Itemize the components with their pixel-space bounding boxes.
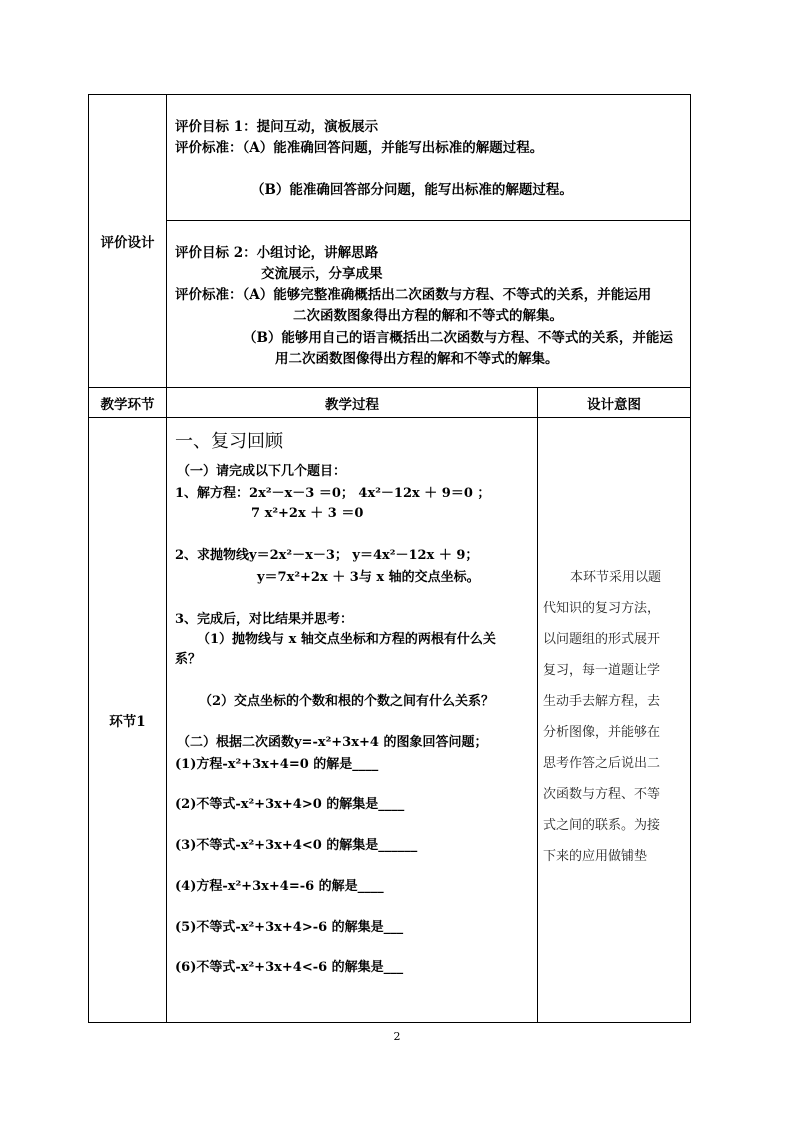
intent-line: 本环节采用以题	[570, 570, 662, 585]
header-design-intent: 设计意图	[538, 388, 691, 418]
question-3: 3、完成后，对比结果并思考：	[175, 612, 354, 627]
question-3-1-cont: 系？	[175, 652, 202, 667]
sub-question-2: (2)不等式-x²+3x+4>0 的解集是____	[175, 797, 405, 812]
sub-question-1: (1)方程-x²+3x+4=0 的解是____	[175, 757, 379, 772]
eval-standard-2a-line1: 评价标准：（A）能够完整准确概括出二次函数与方程、不等式的关系，并能运用	[175, 287, 652, 303]
part-1-heading: （一）请完成以下几个题目：	[177, 464, 347, 479]
question-3-2: （2）交点坐标的个数和根的个数之间有什么关系？	[199, 694, 495, 709]
sub-question-5: (5)不等式-x²+3x+4>-6 的解集是___	[175, 920, 404, 935]
intent-line: 式之间的联系。为接	[543, 818, 661, 833]
sub-question-4: (4)方程-x²+3x+4=-6 的解是____	[175, 879, 384, 894]
header-teaching-stage: 教学环节	[89, 388, 167, 418]
intent-line: 生动手去解方程，去	[543, 694, 661, 709]
intent-line: 分析图像，并能够在	[543, 725, 661, 740]
question-1-cont: 7 x²+2x ＋ 3 ＝0	[251, 506, 364, 521]
eval-block-1	[167, 95, 691, 221]
review-heading: 一、复习回顾	[175, 431, 283, 452]
sub-question-6: (6)不等式-x²+3x+4<-6 的解集是___	[175, 960, 404, 975]
question-3-1: （1）抛物线与 x 轴交点坐标和方程的两根有什么关	[197, 632, 496, 647]
intent-line: 下来的应用做铺垫	[543, 849, 648, 864]
lesson-plan-table	[88, 94, 691, 1023]
intent-line: 以问题组的形式展开	[543, 632, 661, 647]
question-1: 1、解方程：2x²－x－3 ＝0； 4x²－12x ＋ 9＝0 ；	[175, 486, 491, 501]
intent-line: 复习，每一道题让学	[543, 663, 661, 678]
page-number: 2	[393, 1030, 401, 1043]
stage-1-process	[167, 418, 538, 1023]
eval-standard-2b-line1: （B）能够用自己的语言概括出二次函数与方程、不等式的关系，并能运	[243, 330, 673, 346]
question-2-cont: y＝7x²+2x ＋ 3与 x 轴的交点坐标。	[257, 570, 480, 585]
eval-standard-1b: （B）能准确回答部分问题，能写出标准的解题过程。	[251, 182, 573, 198]
intent-line: 代知识的复习方法，	[543, 601, 661, 616]
eval-standard-1a: 评价标准：（A）能准确回答问题，并能写出标准的解题过程。	[175, 140, 544, 156]
intent-line: 思考作答之后说出二	[543, 756, 661, 771]
eval-standard-2a-line2: 二次函数图象得出方程的解和不等式的解集。	[293, 308, 563, 324]
eval-block-2	[167, 221, 691, 388]
eval-target-1: 评价目标 1：提问互动，演板展示	[175, 119, 379, 135]
eval-design-label: 评价设计	[89, 95, 167, 388]
header-teaching-process: 教学过程	[167, 388, 538, 418]
question-2: 2、求抛物线y＝2x²－x－3； y＝4x²－12x ＋ 9；	[175, 548, 479, 563]
eval-target-2: 评价目标 2：小组讨论，讲解思路	[175, 245, 379, 261]
eval-target-2-cont: 交流展示，分享成果	[261, 266, 383, 282]
part-2-heading: （二）根据二次函数y=-x²+3x+4 的图象回答问题；	[177, 735, 488, 750]
eval-standard-2b-line2: 用二次函数图像得出方程的解和不等式的解集。	[275, 351, 559, 367]
intent-line: 次函数与方程、不等	[543, 787, 661, 802]
stage-1-intent	[538, 418, 691, 1023]
stage-1-label: 环节1	[89, 418, 167, 1023]
sub-question-3: (3)不等式-x²+3x+4<0 的解集是______	[175, 838, 418, 853]
